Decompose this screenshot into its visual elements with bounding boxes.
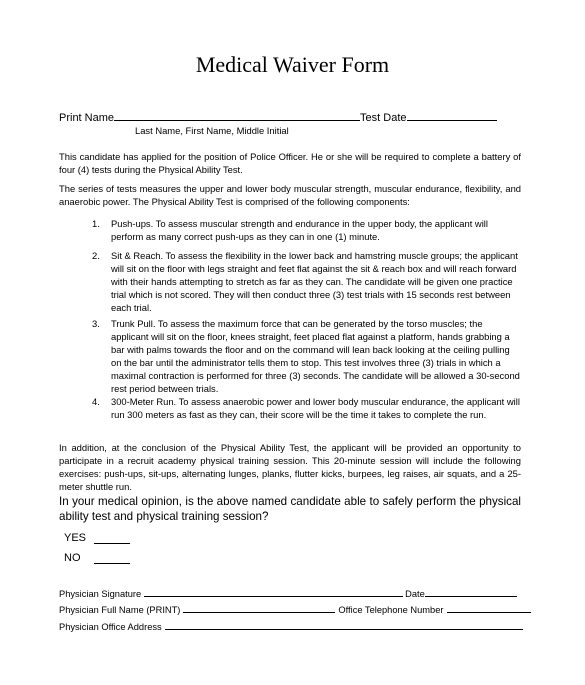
- print-name-field[interactable]: [114, 110, 360, 121]
- list-item: [92, 217, 520, 243]
- office-address-row: [59, 619, 523, 632]
- signature-date-field[interactable]: [425, 586, 517, 597]
- series-paragraph: The series of tests measures the upper and lower body muscular strength, muscular endurance, flexibility, and anaerobic power. The Physical Ability Test is comprised of the following components:: [59, 183, 521, 207]
- item-text: Trunk Pull. To assess the maximum force that can be generated by the torso muscles; the applicant will sit on the floor, knees straight, feet placed flat against a platform, hands grabbing a bar with palms towards the floor and on the command will lean back looking at the ceiling pulling on the bar until the administrator tells them to stop. This test involves three (3) trials in which a maximal contraction is performed for three (3) seconds. The candidate will be allowed a 30-second rest period between trials.: [111, 318, 520, 394]
- office-address-label: Physician Office Address: [59, 622, 162, 632]
- test-date-field[interactable]: [407, 110, 497, 121]
- item-number: 1.: [92, 218, 100, 229]
- list-item: [92, 395, 520, 421]
- intro-paragraph: This candidate has applied for the position of Police Officer. He or she will be required to complete a battery of four (4) tests during the Physical Ability Test.: [59, 151, 521, 175]
- physician-signature-field[interactable]: [144, 586, 403, 597]
- item-text: Sit & Reach. To assess the flexibility in the lower back and hamstring muscle groups; the applicant will sit on the floor with legs straight and feet flat against the sit & reach box and will reach forward with their hands attempting to stretch as far as they can. The candidate will be given one practice trial which is not scored. They will then conduct three (3) test trials with 15 seconds rest between each trial.: [111, 250, 518, 313]
- physician-signature-label: Physician Signature: [59, 589, 142, 599]
- page-title: Medical Waiver Form: [195, 52, 390, 77]
- office-phone-field[interactable]: [447, 602, 531, 613]
- office-address-field[interactable]: [165, 619, 523, 630]
- list-item: [92, 249, 520, 314]
- physician-signature-row: [59, 586, 517, 599]
- physician-name-label: Physician Full Name (PRINT): [59, 605, 181, 615]
- name-hint: Last Name, First Name, Middle Initial: [135, 125, 289, 136]
- print-name-row: [59, 110, 497, 124]
- physician-name-row: [59, 602, 531, 615]
- office-phone-label: Office Telephone Number: [338, 605, 444, 615]
- print-name-label: Print Name: [59, 112, 115, 124]
- addition-paragraph: In addition, at the conclusion of the Physical Ability Test, the applicant will be provided an opportunity to participate in a recruit academy physical training session. This 20-minute session will include the following exercises: push-ups, sit-ups, alternating lunges, planks, flutter kicks, burpees, leg raises, air squats, and a 25-meter shuttle run.: [59, 442, 521, 492]
- no-label: NO: [64, 552, 81, 564]
- date-label: Date: [405, 589, 425, 599]
- list-item: [92, 317, 520, 395]
- medical-question: In your medical opinion, is the above named candidate able to safely perform the physical ability test and physical training session?: [59, 495, 521, 523]
- item-number: 4.: [92, 396, 100, 407]
- item-text: Push-ups. To assess muscular strength and endurance in the upper body, the applicant will perform as many correct push-ups as they can in one (1) minute.: [111, 218, 488, 242]
- no-field[interactable]: [94, 553, 130, 564]
- yes-field[interactable]: [94, 533, 130, 544]
- item-text: 300-Meter Run. To assess anaerobic power and lower body muscular endurance, the applicant will run 300 meters as fast as they can, their score will be the time it takes to complete the run.: [111, 396, 520, 420]
- yes-label: YES: [64, 532, 87, 544]
- item-number: 2.: [92, 250, 100, 261]
- test-date-label: Test Date: [360, 112, 407, 124]
- physician-name-field[interactable]: [183, 602, 335, 613]
- item-number: 3.: [92, 318, 100, 329]
